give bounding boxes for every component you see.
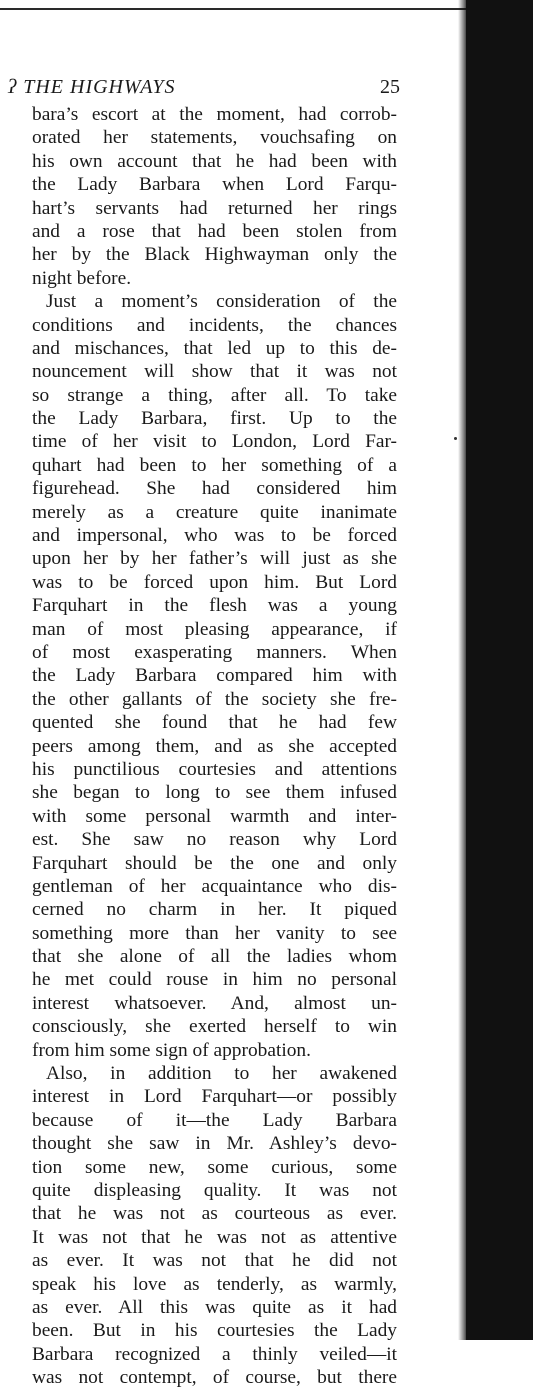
text-line: thought she saw in Mr. Ashley’s devo- xyxy=(32,1133,397,1155)
text-line: been. But in his courtesies the Lady xyxy=(32,1320,397,1342)
page-number: 25 xyxy=(380,76,400,98)
text-line: she began to long to see them infused xyxy=(32,782,397,804)
text-line: the Lady Barbara, first. Up to the xyxy=(32,408,397,430)
text-line: from him some sign of approbation. xyxy=(32,1039,311,1061)
text-line: was to be forced upon him. But Lord xyxy=(32,571,397,593)
text-line: figurehead. She had considered him xyxy=(32,478,397,500)
running-head: ʔ THE HIGHWAYS xyxy=(8,76,176,98)
text-line: so strange a thing, after all. To take xyxy=(32,384,397,406)
paragraph-start-line: Also, in addition to her awakened xyxy=(46,1063,397,1085)
text-line: Barbara recognized a thinly veiled—it xyxy=(32,1343,397,1365)
text-line: and impersonal, who was to be forced xyxy=(32,525,397,547)
text-line: that she alone of all the ladies whom xyxy=(32,946,397,968)
text-line: because of it—the Lady Barbara xyxy=(32,1109,397,1131)
text-line: something more than her vanity to see xyxy=(32,922,397,944)
text-line: Farquhart should be the one and only xyxy=(32,852,397,874)
text-line: tion some new, some curious, some xyxy=(32,1156,397,1178)
binding-shadow xyxy=(466,0,533,1340)
text-line: bara’s escort at the moment, had corrob- xyxy=(32,104,397,125)
text-line: the Lady Barbara when Lord Farqu- xyxy=(32,174,397,196)
text-line: he met could rouse in him no personal xyxy=(32,969,397,991)
text-line: man of most pleasing appearance, if xyxy=(32,618,397,640)
text-line: Farquhart in the flesh was a young xyxy=(32,595,397,617)
text-line: orated her statements, vouchsafing on xyxy=(32,127,397,149)
text-line: quite displeasing quality. It was not xyxy=(32,1179,397,1201)
text-line: gentleman of her acquaintance who dis- xyxy=(32,875,397,897)
page-header xyxy=(8,76,400,100)
text-line: that he was not as courteous as ever. xyxy=(32,1203,397,1225)
text-line: upon her by her father’s will just as she xyxy=(32,548,397,570)
top-rule xyxy=(0,8,466,10)
text-line: speak his love as tenderly, as warmly, xyxy=(32,1273,397,1295)
text-line: as ever. It was not that he did not xyxy=(32,1250,397,1272)
text-line: est. She saw no reason why Lord xyxy=(32,829,397,851)
text-line: hart’s servants had returned her rings xyxy=(32,197,397,219)
text-line: quented she found that he had few xyxy=(32,712,397,734)
text-line: It was not that he was not as attentive xyxy=(32,1226,397,1248)
text-line: was not contempt, of course, but there xyxy=(32,1367,397,1389)
text-line: and a rose that had been stolen from xyxy=(32,220,397,242)
body-text xyxy=(32,103,397,1389)
text-line: quhart had been to her something of a xyxy=(32,454,397,476)
text-line: conditions and incidents, the chances xyxy=(32,314,397,336)
text-line: interest in Lord Farquhart—or possibly xyxy=(32,1086,397,1108)
text-line: nouncement will show that it was not xyxy=(32,361,397,383)
text-line: consciously, she exerted herself to win xyxy=(32,1016,397,1038)
text-line: with some personal warmth and inter- xyxy=(32,805,397,827)
text-line: time of her visit to London, Lord Far- xyxy=(32,431,397,453)
text-line: of most exasperating manners. When xyxy=(32,641,397,663)
text-line: peers among them, and as she accepted xyxy=(32,735,397,757)
paragraph-start-line: Just a moment’s consideration of the xyxy=(46,291,397,313)
text-line: his punctilious courtesies and attentions xyxy=(32,758,397,780)
text-line: and mischances, that led up to this de- xyxy=(32,337,397,359)
text-line: as ever. All this was quite as it had xyxy=(32,1296,397,1318)
text-line: her by the Black Highwayman only the xyxy=(32,244,397,266)
scan-speck xyxy=(454,437,457,440)
text-line: interest whatsoever. And, almost un- xyxy=(32,992,397,1014)
text-line: his own account that he had been with xyxy=(32,150,397,172)
text-line: the Lady Barbara compared him with xyxy=(32,665,397,687)
text-line: night before. xyxy=(32,267,132,289)
text-line: cerned no charm in her. It piqued xyxy=(32,899,397,921)
text-line: the other gallants of the society she fre- xyxy=(32,688,397,710)
text-line: merely as a creature quite inanimate xyxy=(32,501,397,523)
